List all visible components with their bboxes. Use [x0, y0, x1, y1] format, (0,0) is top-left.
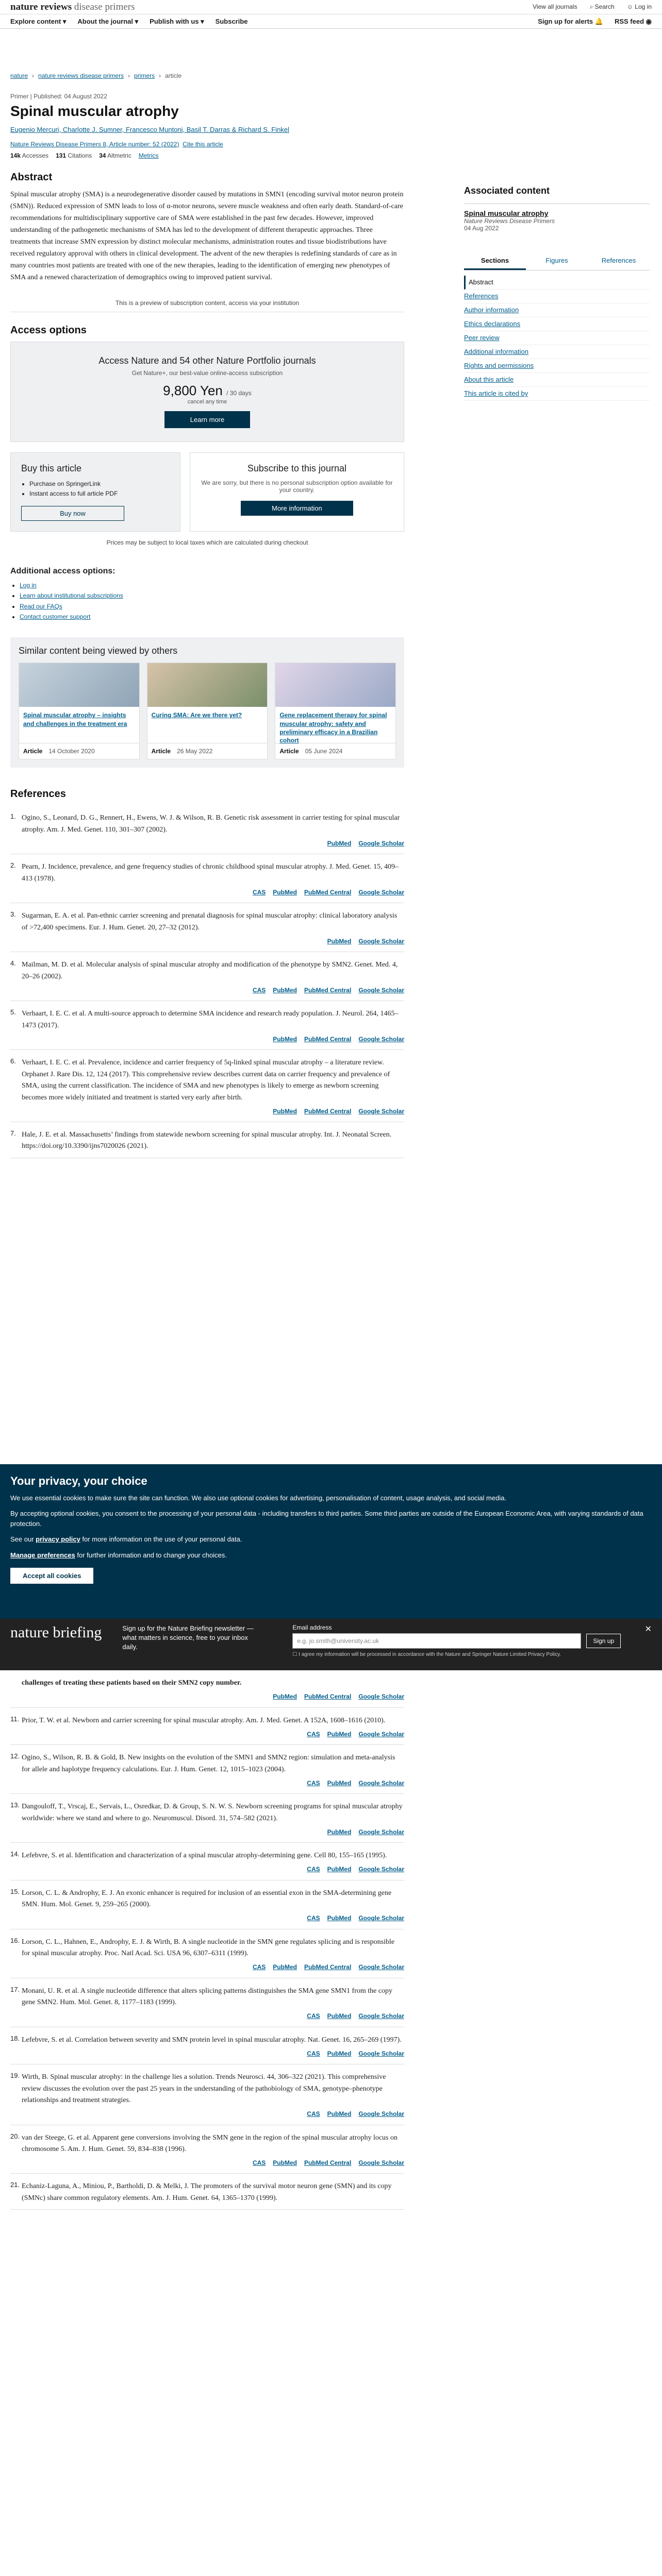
reference-link-pubmed[interactable]: PubMed	[273, 1036, 297, 1043]
toc-cited-by[interactable]: This article is cited by	[464, 387, 650, 401]
reference-link-google-scholar[interactable]: Google Scholar	[358, 987, 404, 994]
reference-link-google-scholar[interactable]: Google Scholar	[358, 2012, 404, 2020]
table-of-contents	[464, 276, 650, 401]
similar-title[interactable]: Spinal muscular atrophy – insights and challenges in the treatment era	[23, 711, 127, 727]
reference-link-pubmed-central[interactable]: PubMed Central	[304, 1963, 352, 1971]
close-icon[interactable]: ✕	[644, 1625, 652, 1634]
tax-note: Prices may be subject to local taxes which are calculated during checkout	[106, 538, 308, 546]
cite-link[interactable]: Cite this article	[183, 140, 223, 148]
associated-heading: Associated content	[464, 185, 550, 196]
reference-item	[10, 1001, 404, 1050]
tab-references[interactable]: References	[601, 257, 636, 264]
reference-link-pubmed[interactable]: PubMed	[327, 840, 352, 848]
article-main	[10, 93, 404, 1158]
reference-item	[10, 1978, 404, 2027]
reference-text: Mailman, M. D. et al. Molecular analysis of spinal muscular atrophy and modification of the phenotype by SMN2. Genet. Med. 4, 20–26 (2002).	[22, 961, 398, 980]
reference-number: 11.	[10, 1715, 20, 1723]
rss-link[interactable]: RSS feed ◉	[614, 17, 652, 25]
reference-item	[10, 1794, 404, 1843]
similar-date: 14 October 2020	[48, 748, 95, 755]
reference-text: Prior, T. W. et al. Newborn and carrier screening for spinal muscular atrophy. Am. J. Med. Genet. A 152A, 1608–1616 (2010).	[22, 1716, 386, 1724]
authors[interactable]: Eugenio Mercuri, Charlotte J. Sumner, Francesco Muntoni, Basil T. Darras & Richard S. Finkel	[10, 126, 289, 133]
similar-thumbnail	[19, 663, 139, 707]
subscribe-title: Subscribe to this journal	[247, 463, 346, 473]
reference-text: Lorson, C. L. & Androphy, E. J. An exonic enhancer is required for inclusion of an essential exon in the SMA-determining gene SMN. Hum. Mol. Genet. 9, 259–265 (2000).	[22, 1889, 392, 1909]
reference-number: 1.	[10, 812, 16, 821]
subscribe-text: We are sorry, but there is no personal subscription option available for your country.	[201, 479, 393, 494]
similar-type: Article	[23, 748, 43, 755]
reference-link-cas[interactable]: CAS	[307, 2049, 320, 2057]
reference-item	[10, 1843, 404, 1880]
more-info-button[interactable]: More information	[241, 501, 353, 516]
breadcrumb-journal[interactable]: nature reviews disease primers	[38, 72, 124, 79]
briefing-text: Sign up for the Nature Briefing newsletter — what matters in science, free to your inbox daily.	[122, 1624, 254, 1651]
reference-item	[10, 952, 404, 1001]
reference-link-pubmed[interactable]: PubMed	[273, 2159, 297, 2167]
reference-link-google-scholar[interactable]: Google Scholar	[358, 1693, 404, 1701]
reference-link-pubmed[interactable]: PubMed	[327, 2012, 352, 2020]
reference-item	[10, 1745, 404, 1794]
toc-rights[interactable]: Rights and permissions	[464, 359, 650, 373]
reference-item	[10, 854, 404, 903]
chevron-down-icon: ▾	[62, 17, 67, 25]
references-list-lower	[10, 1670, 404, 2210]
buy-article-card	[10, 452, 180, 532]
reference-link-pubmed[interactable]: PubMed	[327, 2110, 352, 2118]
nav-about[interactable]: About the journal ▾	[77, 17, 139, 25]
reference-item	[10, 1050, 404, 1122]
login-link[interactable]: ☺ Log in	[626, 3, 652, 10]
signup-button[interactable]: Sign up	[586, 1634, 621, 1648]
reference-link-google-scholar[interactable]: Google Scholar	[358, 2159, 404, 2167]
nature-plus-title: Access Nature and 54 other Nature Portfolio journals	[98, 355, 316, 366]
reference-text: Verhaart, I. E. C. et al. Prevalence, incidence and carrier frequency of 5q-linked spinal muscular atrophy – a literature review. Orphanet J. Rare Dis. 12, 124 (2017). This comprehensive review describes current data on carrier frequency and prevalence of SMA, using the current classification. The incidence of SMA and new phenotypes is likely to emerge as newborn screening becomes more widely initiated and treatment is started very early after birth.	[22, 1059, 390, 1101]
toc-references[interactable]: References	[464, 290, 650, 303]
reference-link-google-scholar[interactable]: Google Scholar	[358, 2110, 404, 2118]
reference-text: Pearn, J. Incidence, prevalence, and gene frequency studies of chronic childhood spinal muscular atrophy. J. Med. Genet. 15, 409–413 (1978).	[22, 863, 399, 883]
reference-number: 15.	[10, 1887, 20, 1895]
reference-number: 17.	[10, 1985, 20, 1993]
breadcrumb-nature[interactable]: nature	[10, 72, 28, 79]
reference-link-cas[interactable]: CAS	[252, 889, 266, 896]
site-logo[interactable]: nature reviews disease primers	[10, 1, 135, 12]
reference-link-pubmed[interactable]: PubMed	[273, 1693, 297, 1701]
access-heading: Access options	[10, 324, 87, 336]
buy-item: • Purchase on SpringerLink	[29, 479, 170, 489]
metrics-link[interactable]: Metrics	[138, 151, 159, 159]
reference-link-google-scholar[interactable]: Google Scholar	[358, 1730, 404, 1738]
search-link[interactable]: ⌕ Search	[589, 3, 615, 10]
references-list	[10, 805, 404, 1158]
reference-number: 20.	[10, 2132, 20, 2140]
journal-citation	[10, 141, 404, 148]
reference-link-pubmed-central[interactable]: PubMed Central	[304, 987, 352, 994]
reference-link-pubmed[interactable]: PubMed	[273, 987, 297, 994]
reference-link-cas[interactable]: CAS	[307, 1730, 320, 1738]
similar-type: Article	[279, 748, 299, 755]
reference-link-pubmed[interactable]: PubMed	[327, 1730, 352, 1738]
reference-item	[10, 2064, 404, 2125]
toc-author-info[interactable]: Author information	[464, 303, 650, 317]
nav-publish[interactable]: Publish with us ▾	[150, 17, 204, 25]
similar-title[interactable]: Curing SMA: Are we there yet?	[151, 711, 242, 719]
reference-link-google-scholar[interactable]: Google Scholar	[358, 840, 404, 848]
reference-number: 7.	[10, 1129, 16, 1138]
price-sub: cancel any time	[187, 398, 227, 405]
nav-explore[interactable]: Explore content ▾	[10, 17, 67, 25]
sidebar	[464, 185, 650, 401]
chevron-down-icon: ▾	[201, 17, 204, 25]
reference-link-google-scholar[interactable]: Google Scholar	[358, 1828, 404, 1836]
faqs-link[interactable]: Read our FAQs	[20, 602, 62, 610]
email-field[interactable]: e.g. jo.smith@university.ac.uk	[292, 1633, 581, 1649]
reference-text: Dangouloff, T., Vrscaj, E., Servais, L., Osredkar, D. & Group, S. N. W. S. Newborn screening programs for spinal muscular atrophy worldwide: where we stand and where to go. Neuromuscul. Disord. 31, 574–582 (2021).	[22, 1803, 403, 1822]
toc-abstract[interactable]: Abstract	[464, 276, 650, 290]
reference-number: 6.	[10, 1057, 16, 1065]
reference-link-google-scholar[interactable]: Google Scholar	[358, 1914, 404, 1922]
reference-link-google-scholar[interactable]: Google Scholar	[358, 1036, 404, 1043]
reference-item	[10, 1708, 404, 1745]
reference-text: Wirth, B. Spinal muscular atrophy: in the challenge lies a solution. Trends Neurosci. 44, 306–322 (2021). This comprehensive review discusses the evolution over the past 25 years in the understanding of the pathobiology of SMA, genotype–phenotype relationships and treatment strategies.	[22, 2073, 386, 2104]
reference-link-pubmed[interactable]: PubMed	[273, 889, 297, 896]
reference-number: 16.	[10, 1936, 20, 1944]
reference-link-cas[interactable]: CAS	[307, 1866, 320, 1873]
manage-preferences-link[interactable]: Manage preferences	[10, 1551, 75, 1559]
reference-item	[10, 903, 404, 952]
article-meta: Primer | Published: 04 August 2022	[10, 93, 107, 100]
reference-link-cas[interactable]: CAS	[307, 2012, 320, 2020]
reference-number: 5.	[10, 1008, 16, 1016]
email-label: Email address	[292, 1624, 332, 1631]
briefing-logo: nature briefing	[10, 1624, 102, 1641]
reference-item	[10, 1670, 404, 1708]
buy-now-button[interactable]: Buy now	[21, 506, 124, 521]
checkbox-icon: ☐	[292, 1652, 299, 1657]
subscribe-card	[190, 452, 404, 532]
similar-date: 05 June 2024	[305, 748, 343, 755]
main-nav	[0, 14, 662, 29]
price: 9,800 Yen / 30 days	[163, 382, 252, 398]
breadcrumb-article: article	[165, 72, 182, 79]
alerts-link[interactable]: Sign up for alerts 🔔	[538, 17, 603, 25]
login-option[interactable]: Log in	[20, 581, 37, 589]
similar-card[interactable]	[275, 663, 396, 759]
reference-item	[10, 2125, 404, 2174]
reference-link-pubmed[interactable]: PubMed	[273, 1107, 297, 1115]
nav-subscribe[interactable]: Subscribe	[215, 18, 248, 25]
similar-content	[10, 637, 404, 768]
reference-item	[10, 2027, 404, 2065]
reference-text: Echaniz-Laguna, A., Miniou, P., Bartholdi, D. & Melki, J. The promoters of the survival motor neuron gene (SMN) and its copy (SMNc) share common regulatory elements. Am. J. Hum. Genet. 64, 1365–1370 (1999).	[22, 2182, 392, 2202]
privacy-policy-link[interactable]: privacy policy	[36, 1535, 80, 1544]
reference-text: Lefebvre, S. et al. Correlation between severity and SMN protein level in spinal muscular atrophy. Nat. Genet. 16, 265–269 (1997).	[22, 2036, 402, 2044]
journal-link[interactable]: Nature Reviews Disease Primers 8, Article number: 52 (2022)	[10, 140, 179, 148]
additional-heading: Additional access options:	[10, 566, 115, 575]
reference-link-google-scholar[interactable]: Google Scholar	[358, 889, 404, 896]
associated-date: 04 Aug 2022	[464, 225, 499, 232]
accept-cookies-button[interactable]: Accept all cookies	[10, 1568, 93, 1584]
learn-more-button[interactable]: Learn more	[164, 411, 250, 428]
additional-access	[10, 567, 404, 622]
reference-text: challenges of treating these patients based on their SMN2 copy number.	[22, 1679, 242, 1687]
top-bar	[0, 0, 662, 14]
similar-card[interactable]	[19, 663, 140, 759]
nature-plus-sub: Get Nature+, our best-value online-access subscription	[131, 369, 283, 377]
reference-link-pubmed[interactable]: PubMed	[327, 1828, 352, 1836]
reference-number: 14.	[10, 1850, 20, 1858]
similar-title[interactable]: Gene replacement therapy for spinal muscular atrophy: safety and preliminary efficacy in a Brazilian cohort	[279, 711, 387, 744]
metric-citations: 131 Citations	[56, 151, 92, 159]
reference-text: Verhaart, I. E. C. et al. A multi-source approach to determine SMA incidence and research ready population. J. Neurol. 264, 1465–1473 (2017).	[22, 1010, 399, 1029]
nature-plus-box	[10, 342, 404, 442]
buy-title: Buy this article	[21, 463, 82, 473]
reference-number: 18.	[10, 2034, 20, 2042]
reference-link-google-scholar[interactable]: Google Scholar	[358, 1866, 404, 1873]
reference-link-cas[interactable]: CAS	[252, 1963, 266, 1971]
reference-text: Ogino, S., Wilson, R. B. & Gold, B. New insights on the evolution of the SMN1 and SMN2 region: simulation and meta-analysis for allele and haplotype frequency calculations. Eur. J. Hum. Genet. 12, 1015–1023 (2004).	[22, 1754, 395, 1773]
buy-item: • Instant access to full article PDF	[29, 489, 170, 499]
support-link[interactable]: Contact customer support	[20, 613, 91, 621]
toc-additional-info[interactable]: Additional information	[464, 345, 650, 359]
cookie-banner	[0, 1464, 662, 1619]
reference-number: 19.	[10, 2072, 20, 2080]
toc-peer-review[interactable]: Peer review	[464, 331, 650, 345]
reference-number: 3.	[10, 910, 16, 919]
reference-link-cas[interactable]: CAS	[307, 2110, 320, 2118]
reference-number: 13.	[10, 1801, 20, 1809]
reference-item	[10, 1122, 404, 1158]
cookie-text-3: See our privacy policy for more information on the use of your personal data.	[10, 1535, 242, 1544]
breadcrumb-primers[interactable]: primers	[134, 72, 155, 79]
cookie-text-4: Manage preferences for further information and to change your choices.	[10, 1551, 227, 1559]
reference-text: Lorson, C. L., Hahnen, E., Androphy, E. J. & Wirth, B. A single nucleotide in the SMN gene regulates splicing and is responsible for spinal muscular atrophy. Proc. Natl Acad. Sci. USA 96, 6307–6311 (1999).	[22, 1938, 395, 1958]
reference-link-pubmed-central[interactable]: PubMed Central	[304, 1036, 352, 1043]
reference-link-pubmed-central[interactable]: PubMed Central	[304, 2159, 352, 2167]
view-all-journals-link[interactable]: View all journals	[533, 3, 577, 10]
toc-about[interactable]: About this article	[464, 373, 650, 387]
associated-journal: Nature Reviews Disease Primers	[464, 217, 555, 225]
search-icon: ⌕	[589, 3, 595, 10]
reference-number: 12.	[10, 1752, 20, 1760]
user-icon: ☺	[626, 3, 635, 10]
article-metrics	[10, 152, 404, 159]
breadcrumb: nature › nature reviews disease primers › primers › article	[10, 72, 182, 79]
chevron-down-icon: ▾	[135, 17, 139, 25]
reference-text: Sugarman, E. A. et al. Pan-ethnic carrier screening and prenatal diagnosis for spinal muscular atrophy: clinical laboratory analysis of >72,400 specimens. Eur. J. Hum. Genet. 20, 27–32 (2012).	[22, 912, 398, 931]
reference-link-pubmed[interactable]: PubMed	[327, 2049, 352, 2057]
cookie-title: Your privacy, your choice	[10, 1475, 147, 1487]
reference-text: Monani, U. R. et al. A single nucleotide difference that alters splicing patterns distinguishes the SMA gene SMN1 from the copy gene SMN2. Hum. Mol. Genet. 8, 1177–1183 (1999).	[22, 1987, 393, 2006]
reference-link-cas[interactable]: CAS	[307, 1914, 320, 1922]
similar-date: 26 May 2022	[177, 748, 213, 755]
preview-notice: This is a preview of subscription content, access via your institution	[10, 294, 404, 312]
reference-item	[10, 805, 404, 854]
metric-accesses: 14k Accesses	[10, 151, 49, 159]
reference-link-cas[interactable]: CAS	[307, 1779, 320, 1787]
tab-figures[interactable]: Figures	[545, 257, 568, 264]
associated-item[interactable]	[464, 204, 650, 232]
bell-icon: 🔔	[594, 17, 603, 25]
reference-link-cas[interactable]: CAS	[252, 987, 266, 994]
reference-link-pubmed[interactable]: PubMed	[273, 1963, 297, 1971]
rss-icon: ◉	[646, 17, 652, 25]
reference-link-pubmed-central[interactable]: PubMed Central	[304, 1107, 352, 1115]
reference-item	[10, 2174, 404, 2210]
similar-heading: Similar content being viewed by others	[19, 646, 178, 656]
briefing-form	[292, 1624, 652, 1657]
reference-link-cas[interactable]: CAS	[252, 2159, 266, 2167]
reference-number: 4.	[10, 959, 16, 968]
reference-number: 2.	[10, 861, 16, 870]
reference-link-google-scholar[interactable]: Google Scholar	[358, 2049, 404, 2057]
reference-link-pubmed[interactable]: PubMed	[327, 1779, 352, 1787]
reference-item	[10, 1880, 404, 1929]
reference-link-pubmed-central[interactable]: PubMed Central	[304, 889, 352, 896]
briefing-banner	[0, 1619, 662, 1670]
similar-thumbnail	[147, 663, 268, 707]
sidebar-tabs	[464, 252, 650, 270]
reference-link-google-scholar[interactable]: Google Scholar	[358, 1107, 404, 1115]
reference-link-pubmed[interactable]: PubMed	[327, 1914, 352, 1922]
reference-link-pubmed-central[interactable]: PubMed Central	[304, 1693, 352, 1701]
abstract-heading: Abstract	[10, 171, 53, 183]
agree-checkbox[interactable]: ☐ I agree my information will be processed in accordance with the Nature and Springer Nature Limited Privacy Policy.	[292, 1652, 561, 1657]
reference-link-pubmed[interactable]: PubMed	[327, 1866, 352, 1873]
reference-text: van der Steege, G. et al. Apparent gene conversions involving the SMN gene in the region of the spinal muscular atrophy locus on chromosome 5. Am. J. Hum. Genet. 59, 834–838 (1996).	[22, 2133, 398, 2153]
abstract-text: Spinal muscular atrophy (SMA) is a neurodegenerative disorder caused by mutations in SMN1 (encoding survival motor neuron protein (SMN)). Reduced expression of SMN leads to loss of α-motor neurons, severe muscle weakness and often early death. Standard-of-care recommendations for multidisciplinary supportive care of SMA were established in the past few decades. However, improved understanding of the pathogenetic mechanisms of SMA has led to the development of different therapeutic approaches. Three treatments that increase SMN expression by distinct molecular mechanisms, administration routes and tissue biodistributions have received regulatory approval with others in clinical development. The advent of the new therapies is redefining standards of care as in many countries most patients are treated with one of the new therapies, leading to the identification of emerging new phenotypes of SMA and a renewed characterization of demographics owing to improved patient survival.	[10, 190, 404, 282]
similar-type: Article	[151, 748, 171, 755]
reference-text: Ogino, S., Leonard, D. G., Rennert, H., Ewens, W. J. & Wilson, R. B. Genetic risk assessment in carrier testing for spinal muscular atrophy. Am. J. Med. Genet. 110, 301–307 (2002).	[22, 814, 400, 834]
associated-title[interactable]: Spinal muscular atrophy	[464, 209, 549, 217]
reference-text: Lefebvre, S. et al. Identification and characterization of a spinal muscular atrophy-determining gene. Cell 80, 155–165 (1995).	[22, 1852, 387, 1860]
tab-sections[interactable]: Sections	[464, 252, 526, 270]
cookie-text-1: We use essential cookies to make sure the site can function. We also use optional cookies for advertising, personalisation of content, usage analysis, and social media.	[10, 1494, 507, 1502]
reference-link-google-scholar[interactable]: Google Scholar	[358, 938, 404, 945]
reference-text: Hale, J. E. et al. Massachusetts’ findings from statewide newborn screening for spinal muscular atrophy. Int. J. Neonatal Screen. https://doi.org/10.3390/ijns7020026 (2021).	[22, 1131, 392, 1150]
similar-card[interactable]	[147, 663, 268, 759]
metric-altmetric: 34 Altmetric	[99, 151, 131, 159]
article-title: Spinal muscular atrophy	[10, 103, 179, 119]
references-heading: References	[10, 788, 66, 800]
reference-number: 21.	[10, 2181, 20, 2189]
toc-ethics[interactable]: Ethics declarations	[464, 317, 650, 331]
reference-item	[10, 1929, 404, 1978]
similar-thumbnail	[275, 663, 395, 707]
cookie-text-2: By accepting optional cookies, you consent to the processing of your personal data - including transfers to third parties. Some third parties are outside of the European Economic Area, with varying standards of data protection.	[10, 1510, 643, 1528]
reference-link-pubmed[interactable]: PubMed	[327, 938, 352, 945]
institutional-link[interactable]: Learn about institutional subscriptions	[20, 592, 123, 600]
reference-link-google-scholar[interactable]: Google Scholar	[358, 1779, 404, 1787]
reference-link-google-scholar[interactable]: Google Scholar	[358, 1963, 404, 1971]
